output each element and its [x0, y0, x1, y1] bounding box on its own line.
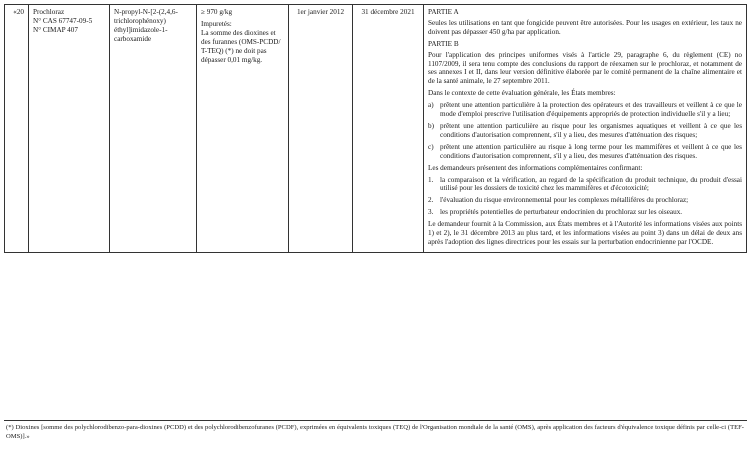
table-row: [5, 5, 747, 253]
impurities-text: La somme des dioxines et des furannes (OMS-PCDD/ T-TEQ) (*) ne doit pas dépasser 0,01 mg/kg.: [201, 28, 281, 64]
closing-paragraph: Le demandeur fournit à la Commission, aux États membres et à l'Autorité les informations visées aux points 1) et 2), le 31 décembre 2013 au plus tard, et les informations visées au point 3) dans un délai de deux ans après l'adoption des lignes directrices pour les essais sur la perturbation endocrinienne par l'OCDE.: [428, 220, 742, 246]
list-item: [428, 101, 742, 119]
footnote-divider: [4, 420, 747, 421]
list-item: [428, 143, 742, 161]
list-item-text: l'évaluation du risque environnemental pour les complexes métalliféres du prochloraz;: [440, 196, 689, 205]
list-item: [428, 196, 742, 205]
common-name-cell: [29, 5, 110, 253]
row-number: «20: [5, 5, 29, 253]
footnote: (*) Dioxines [somme des polychlorodibenzo-para-dioxines (PCDD) et des polychlorodibenzofuranes (PCDF), exprimées en équivalents toxiques (TEQ) de l'Organisation mondiale de la santé (OMS), après application des facteurs d'équivalence toxique définis par celle-ci (TEF-OMS)].»: [6, 424, 744, 440]
list-item-text: prêtent une attention particulière au risque à long terme pour les mammifères et veillent à ce que les conditions d'autorisation comprennent, s'il y a lieu, des mesures d'atténuation des risques.: [440, 142, 742, 160]
states-intro: Dans le contexte de cette évaluation générale, les États membres:: [428, 89, 616, 98]
list-item-label: a): [428, 101, 434, 110]
list-item-label: c): [428, 142, 434, 151]
expiry-date: 31 décembre 2021: [353, 5, 424, 253]
impurities-label: Impuretés:: [201, 19, 232, 28]
approval-date: 1er janvier 2012: [289, 5, 353, 253]
specific-provisions-cell: [424, 5, 747, 253]
common-name: Prochloraz: [33, 8, 65, 16]
list-item-text: prêtent une attention particulière au risque pour les organismes aquatiques et veillent à ce que les conditions d'autorisation comprennent, s'il y a lieu, des mesures d'atténuation des risques;: [440, 121, 742, 139]
purity-cell: [197, 5, 289, 253]
list-item-text: prêtent une attention particulière à la protection des opérateurs et des travailleurs et veillent à ce que le mode d'emploi prescrive l'utilisation d'équipements appropriés de protection individuelle s'il y a lieu;: [440, 101, 742, 119]
list-item-label: b): [428, 121, 434, 130]
cipac-number: N° CIMAP 407: [33, 25, 78, 34]
purity-min: ≥ 970 g/kg: [201, 8, 233, 16]
part-a-text: Seules les utilisations en tant que fongicide peuvent être autorisées. Pour les usages en extérieur, les taux ne doivent pas dépasser 450 g/ha par application.: [428, 18, 742, 36]
list-item-label: 2.: [428, 196, 434, 205]
part-b-title: PARTIE B: [428, 39, 459, 48]
list-item: [428, 176, 742, 194]
cas-number: N° CAS 67747-09-5: [33, 16, 93, 25]
list-item: [428, 122, 742, 140]
list-item-text: la comparaison et la vérification, au regard de la spécification du produit technique, du produit d'essai utilisé pour les dossiers de toxicité chez les mammifères et d'écotoxicité;: [440, 175, 742, 193]
applicants-intro: Les demandeurs présentent des informations complémentaires confirmant:: [428, 163, 643, 172]
list-item-text: les propriétés potentielles de perturbateur endocrinien du prochloraz sur les oiseaux.: [440, 208, 683, 217]
list-item: [428, 208, 742, 217]
iupac-name: N-propyl-N-[2-(2,4,6-trichlorophénoxy) éthyl]imidazole-1-carboxamide: [114, 8, 178, 43]
part-a-title: PARTIE A: [428, 8, 459, 16]
list-item-label: 1.: [428, 175, 434, 184]
substance-table: [4, 4, 747, 253]
part-b-intro: Pour l'application des principes uniformes visés à l'article 29, paragraphe 6, du règlement (CE) no 1107/2009, il sera tenu compte des conclusions du rapport de réexamen sur le prochloraz, et notamment de ses annexes I et II, dans leur version définitive élaborée par le comité permanent de la chaîne alimentaire et de la santé animale, le 27 septembre 2011.: [428, 50, 742, 86]
list-item-label: 3.: [428, 208, 434, 217]
iupac-name-cell: [110, 5, 197, 253]
